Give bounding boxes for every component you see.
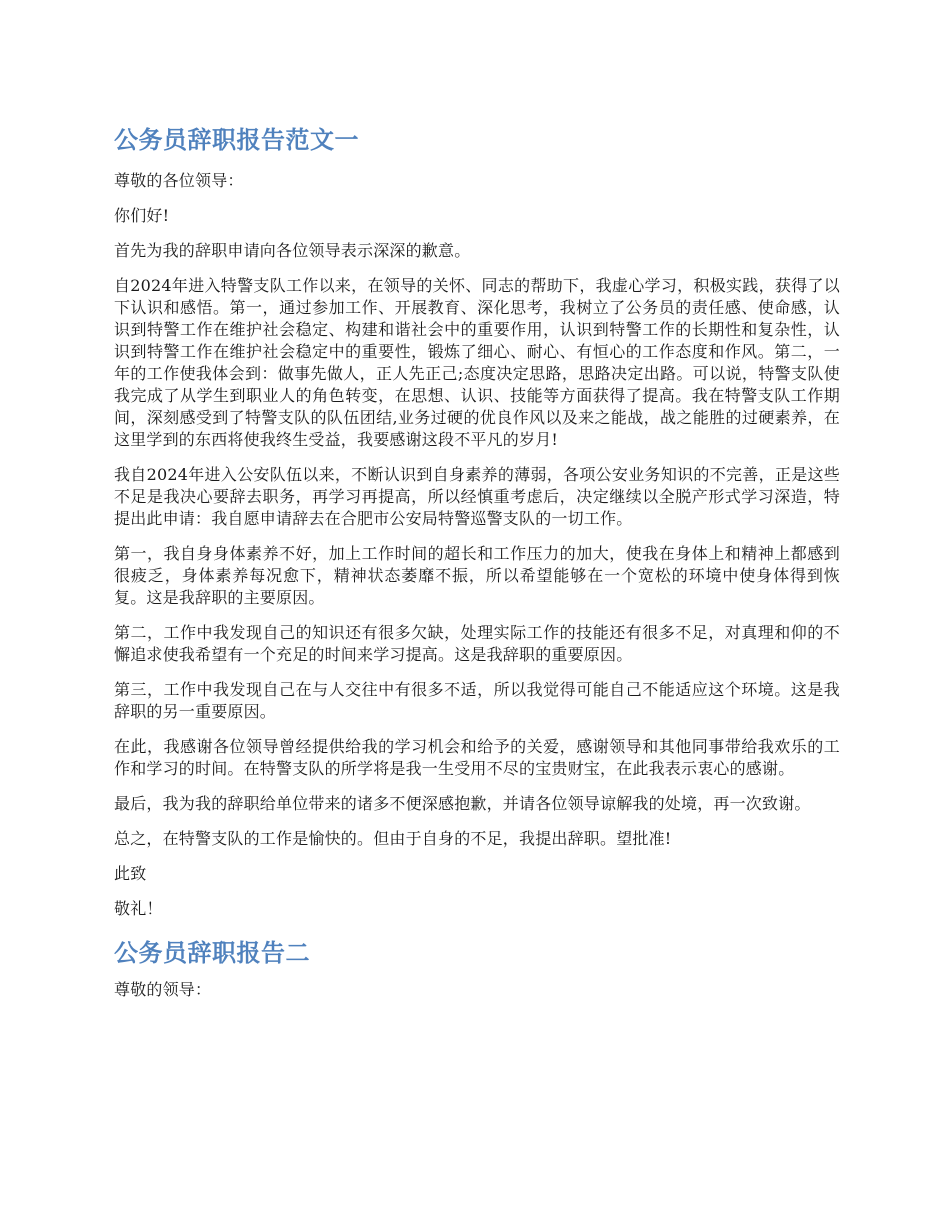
salutation-paragraph: 尊敬的各位领导： [114, 171, 244, 190]
heading-resignation-report-2: 公务员辞职报告二 [114, 939, 310, 967]
heading-resignation-report-1: 公务员辞职报告范文一 [114, 126, 359, 154]
thanks-paragraph: 在此，我感谢各位领导曾经提供给我的学习机会和给予的关爱，感谢领导和其他同事带给我欢乐的工作和学习的时间。在特警支队的所学将是我一生受用不尽的宝贵财宝，在此我表示衷心的感谢。 [114, 737, 840, 778]
salute-phrase: 敬礼！ [114, 899, 163, 918]
apology-paragraph: 首先为我的辞职申请向各位领导表示深深的歉意。 [114, 241, 471, 260]
reason-three-paragraph: 第三，工作中我发现自己在与人交往中有很多不适，所以我觉得可能自己不能适应这个环境。这是我辞职的另一重要原因。 [114, 680, 840, 721]
experience-paragraph: 自2024年进入特警支队工作以来，在领导的关怀、同志的帮助下，我虚心学习，积极实践，获得了以下认识和感悟。第一，通过参加工作、开展教育、深化思考，我树立了公务员的责任感、使命感，认识到特警工作在维护社会稳定、构建和谐社会中的重要作用，认识到特警工作的长期性和复杂性，认识到特警工作在维护社会稳定中的重要性，锻炼了细心、耐心、有恒心的工作态度和作风。第二，一年的工作使我体会到：做事先做人，正人先正己;态度决定思路，思路决定出路。可以说，特警支队使我完成了从学生到职业人的角色转变，在思想、认识、技能等方面获得了提高。我在特警支队工作期间，深刻感受到了特警支队的队伍团结,业务过硬的优良作风以及来之能战，战之能胜的过硬素养，在这里学到的东西将使我终生受益，我要感谢这段不平凡的岁月! [114, 276, 840, 449]
reason-two-paragraph: 第二，工作中我发现自己的知识还有很多欠缺，处理实际工作的技能还有很多不足，对真理和仰的不懈追求使我希望有一个充足的时间来学习提高。这是我辞职的重要原因。 [114, 623, 840, 664]
closing-apology-paragraph: 最后，我为我的辞职给单位带来的诸多不便深感抱歉，并请各位领导谅解我的处境，再一次致谢。 [114, 794, 811, 813]
summary-paragraph: 总之，在特警支队的工作是愉快的。但由于自身的不足，我提出辞职。望批准! [114, 829, 672, 848]
closing-phrase: 此致 [114, 864, 147, 883]
greeting-paragraph: 你们好! [114, 206, 170, 225]
request-paragraph: 我自2024年进入公安队伍以来，不断认识到自身素养的薄弱，各项公安业务知识的不完善，正是这些不足是我决心要辞去职务，再学习再提高，所以经慎重考虑后，决定继续以全脱产形式学习深造，特提出此申请：我自愿申请辞去在合肥市公安局特警巡警支队的一切工作。 [114, 465, 840, 528]
reason-one-paragraph: 第一，我自身身体素养不好，加上工作时间的超长和工作压力的加大，使我在身体上和精神上都感到很疲乏，身体素养每况愈下，精神状态萎靡不振，所以希望能够在一个宽松的环境中使身体得到恢复。这是我辞职的主要原因。 [114, 544, 840, 607]
second-salutation-paragraph: 尊敬的领导： [114, 980, 212, 999]
document-page [114, 120, 840, 1014]
